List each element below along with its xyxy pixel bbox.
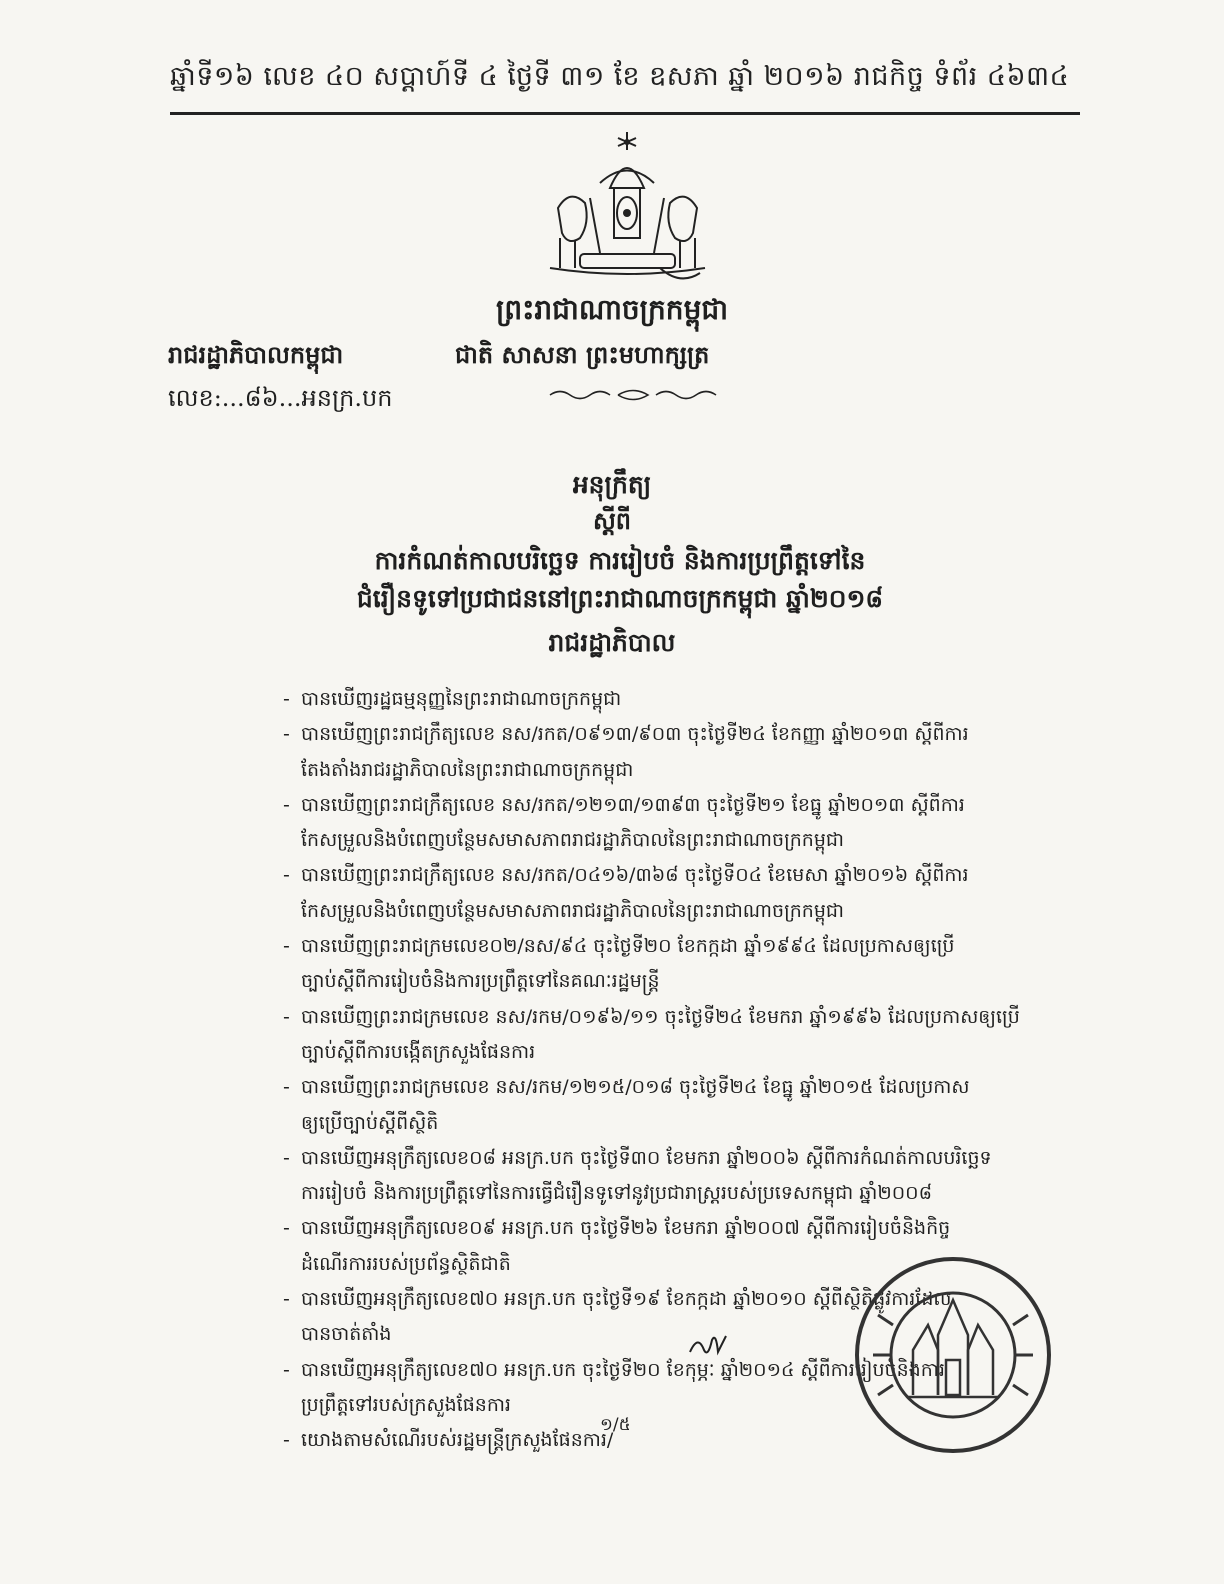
recital-line: - បានឃើញព្រះរាជក្រមលេខ នស/រកម/០១៩៦/១១ ចុះថ្ងៃទី២៤ ខែមករា ឆ្នាំ១៩៩៦ ដែលប្រកាសឲ្យប្រើ: [283, 1005, 1020, 1028]
recital-line: - បានឃើញព្រះរាជក្រឹត្យលេខ នស/រកត/១២១៣/១៣៩៣ ចុះថ្ងៃទី២១ ខែធ្នូ ឆ្នាំ២០១៣ ស្តីពីការ: [283, 793, 965, 816]
subject-line-1: ការកំណត់កាលបរិច្ឆេទ ការរៀបចំ និងការប្រព្រឹត្តទៅនៃ: [374, 546, 866, 575]
recital-line: ការរៀបចំ និងការប្រព្រឹត្តទៅនៃការធ្វើជំរឿនទូទៅនូវប្រជារាស្ត្ររបស់ប្រទេសកម្ពុជា ឆ្នាំ២០០៨: [301, 1182, 933, 1205]
subject-line-2: ជំរឿនទូទៅប្រជាជននៅព្រះរាជាណាចក្រកម្ពុជា ឆ្នាំ២០១៨: [356, 584, 884, 613]
reference-number: លេខ:...៨៦...អនក្រ.បក: [168, 384, 393, 412]
recital-line: ច្បាប់ស្តីពីការបង្កើតក្រសួងផែនការ: [301, 1040, 536, 1063]
kingdom-title: ព្រះរាជាណាចក្រកម្ពុជា: [495, 293, 728, 326]
recital-line: - យោងតាមសំណើរបស់រដ្ឋមន្ត្រីក្រសួងផែនការ/: [283, 1429, 614, 1452]
recital-line: - បានឃើញរដ្ឋធម្មនុញ្ញនៃព្រះរាជាណាចក្រកម្ពុជា: [283, 688, 622, 710]
recital-line: - បានឃើញអនុក្រឹត្យលេខ៧០ អនក្រ.បក ចុះថ្ងៃទី១៩ ខែកក្កដា ឆ្នាំ២០១០ ស្តីពីស្ថិតិផ្លូវការដែល: [283, 1288, 952, 1311]
recital-line: - បានឃើញព្រះរាជក្រមលេខ០២/នស/៩៤ ចុះថ្ងៃទី២០ ខែកក្កដា ឆ្នាំ១៩៩៤ ដែលប្រកាសឲ្យប្រើ: [283, 935, 955, 958]
royal-emblem-icon: [540, 128, 715, 288]
recital-line: - បានឃើញព្រះរាជក្រឹត្យលេខ នស/រកត/០៤១៦/៣៦៨ ចុះថ្ងៃទី០៤ ខែមេសា ឆ្នាំ២០១៦ ស្តីពីការ: [283, 864, 969, 887]
recital-line: - បានឃើញព្រះរាជក្រឹត្យលេខ នស/រកត/០៩១៣/៩០៣ ចុះថ្ងៃទី២៤ ខែកញ្ញា ឆ្នាំ២០១៣ ស្តីពីការ: [283, 723, 969, 746]
initials-signature-icon: [688, 1330, 730, 1360]
official-seal-icon: [848, 1255, 1058, 1455]
document-type: អនុក្រឹត្យ: [572, 470, 652, 499]
national-motto: ជាតិ សាសនា ព្រះមហាក្សត្រ: [455, 340, 710, 369]
issuer-heading: រាជរដ្ឋាភិបាល: [548, 628, 676, 657]
concerning-label: ស្តីពី: [592, 506, 632, 535]
ornament-divider-icon: [548, 386, 718, 404]
recital-line: ឲ្យប្រើច្បាប់ស្តីពីស្ថិតិ: [301, 1111, 439, 1134]
recital-line: - បានឃើញអនុក្រឹត្យលេខ៧០ អនក្រ.បក ចុះថ្ងៃទី២០ ខែកុម្ភៈ ឆ្នាំ២០១៤ ស្តីពីការរៀបចំនិងការ: [283, 1358, 945, 1381]
recital-line: - បានឃើញអនុក្រឹត្យលេខ០៨ អនក្រ.បក ចុះថ្ងៃទី៣០ ខែមករា ឆ្នាំ២០០៦ ស្តីពីការកំណត់កាលបរិច្ឆេទ: [283, 1146, 992, 1169]
recital-line: - បានឃើញអនុក្រឹត្យលេខ០៩ អនក្រ.បក ចុះថ្ងៃទី២៦ ខែមករា ឆ្នាំ២០០៧ ស្តីពីការរៀបចំនិងកិច្ច: [283, 1217, 951, 1240]
header-rule: [170, 112, 1080, 115]
gazette-header: ឆ្នាំទី១៦ លេខ ៤០ សប្តាហ៍ទី ៤ ថ្ងៃទី ៣១ ខែ ឧសភា ឆ្នាំ ២០១៦ រាជកិច្ច ទំព័រ ៤៦៣៤: [170, 61, 1070, 92]
recital-line: - បានឃើញព្រះរាជក្រមលេខ នស/រកម/១២១៥/០១៨ ចុះថ្ងៃទី២៤ ខែធ្នូ ឆ្នាំ២០១៥ ដែលប្រកាស: [283, 1076, 970, 1099]
page-number: ១/៥: [600, 1415, 631, 1435]
recital-line: ដំណើរការរបស់ប្រព័ន្ធស្ថិតិជាតិ: [301, 1252, 511, 1275]
recital-line: បានចាត់តាំង: [301, 1323, 392, 1346]
government-name: រាជរដ្ឋាភិបាលកម្ពុជា: [168, 340, 344, 369]
recital-line: តែងតាំងរាជរដ្ឋាភិបាលនៃព្រះរាជាណាចក្រកម្ពុជា: [301, 758, 634, 781]
recital-line: ច្បាប់ស្តីពីការរៀបចំនិងការប្រព្រឹត្តទៅនៃគណៈរដ្ឋមន្ត្រី: [301, 970, 660, 993]
recital-line: កែសម្រួលនិងបំពេញបន្ថែមសមាសភាពរាជរដ្ឋាភិបាលនៃព្រះរាជាណាចក្រកម្ពុជា: [301, 899, 845, 922]
decree-subject: [290, 542, 950, 618]
recital-line: ប្រព្រឹត្តទៅរបស់ក្រសួងផែនការ: [301, 1393, 511, 1416]
recital-line: កែសម្រួលនិងបំពេញបន្ថែមសមាសភាពរាជរដ្ឋាភិបាលនៃព្រះរាជាណាចក្រកម្ពុជា: [301, 829, 845, 852]
